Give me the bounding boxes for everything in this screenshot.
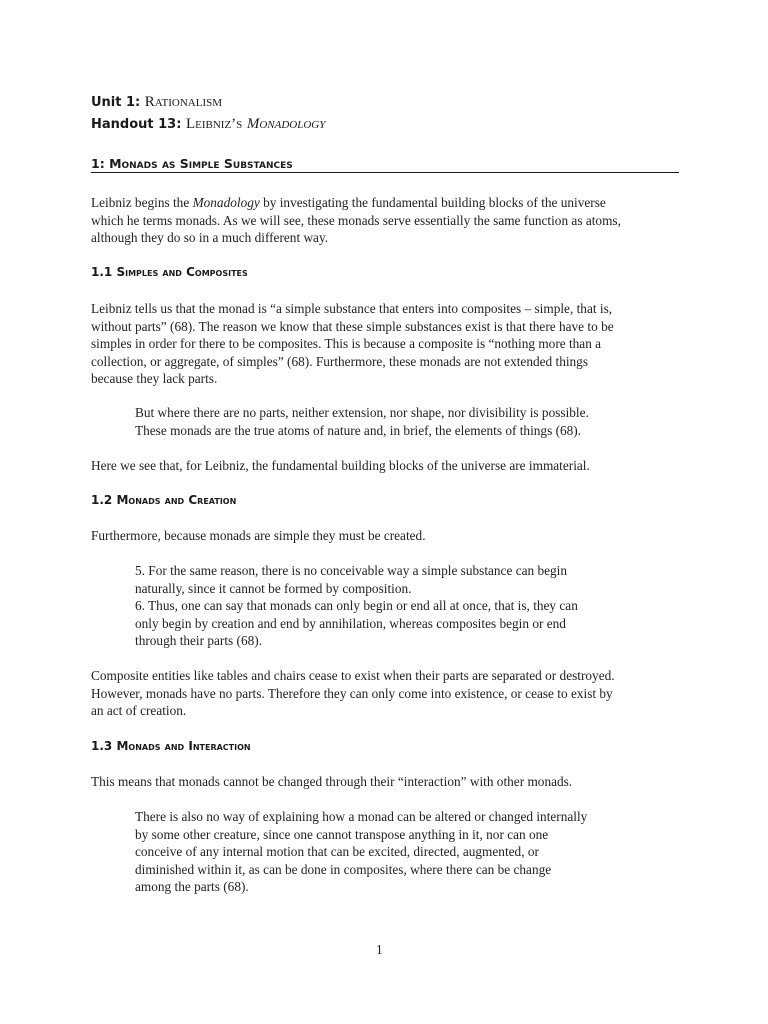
text-line: among the parts (68). [135, 879, 249, 894]
paragraph [91, 300, 691, 388]
text-line: simples in order for there to be composites. This is because a composite is “nothing more than a [91, 336, 602, 351]
section-1-number: 1: [91, 156, 105, 171]
paragraph [91, 773, 691, 791]
subsection-title: Simples and Composites [116, 265, 248, 279]
section-1-title: Monads as Simple Substances [109, 156, 293, 171]
text-line: There is also no way of explaining how a monad can be altered or changed internally [135, 809, 588, 824]
paragraph [91, 457, 691, 475]
text-line: through their parts (68). [135, 633, 263, 648]
subsection-number: 1.1 [91, 265, 113, 279]
unit-title: Rationalism [144, 94, 223, 110]
paragraph [91, 667, 691, 720]
text-line: which he terms monads. As we will see, these monads serve essentially the same function as atoms, [91, 212, 621, 228]
text-line: But where there are no parts, neither extension, nor shape, nor divisibility is possible. [135, 405, 589, 420]
text-line: by some other creature, since one cannot transpose anything in it, nor can one [135, 826, 549, 842]
text-line: Composite entities like tables and chairs cease to exist when their parts are separated or destroyed. [91, 668, 615, 683]
text-line: 5. For the same reason, there is no conceivable way a simple substance can begin [135, 563, 568, 578]
subsection-title: Monads and Interaction [116, 739, 251, 753]
text-line: diminished within it, as can be done in composites, where there can be change [135, 861, 552, 877]
text-line: Furthermore, because monads are simple they must be created. [91, 528, 426, 543]
subsection-1-1-heading [91, 265, 248, 279]
handout-title-prefix: Leibniz’s [185, 116, 243, 132]
text-line: These monads are the true atoms of nature and, in brief, the elements of things (68). [135, 422, 582, 438]
block-quote [135, 808, 695, 896]
text-line: because they lack parts. [91, 371, 218, 386]
paragraph [91, 527, 691, 545]
unit-heading [91, 94, 222, 111]
text-line: only begin by creation and end by annihilation, whereas composites begin or end [135, 615, 566, 631]
intro-paragraph [91, 194, 691, 247]
block-quote [135, 562, 695, 650]
text-line: 6. Thus, one can say that monads can only begin or end all at once, that is, they can [135, 598, 578, 613]
handout-label: Handout 13: [91, 117, 182, 132]
text-line: without parts” (68). The reason we know that these simple substances exist is that there have to be [91, 318, 614, 334]
italic-title: Monadology [192, 195, 260, 210]
handout-heading [91, 116, 325, 133]
text-line: conceive of any internal motion that can be excited, directed, augmented, or [135, 844, 539, 859]
text-run: Leibniz begins the [91, 195, 190, 210]
subsection-number: 1.3 [91, 739, 113, 753]
text-line: although they do so in a much different way. [91, 230, 329, 245]
text-line [91, 194, 691, 212]
subsection-title: Monads and Creation [116, 493, 237, 507]
text-run: by investigating the fundamental building blocks of the universe [263, 195, 606, 210]
subsection-1-3-heading [91, 739, 251, 753]
unit-label: Unit 1: [91, 95, 141, 110]
handout-title-italic: Monadology [246, 116, 326, 132]
subsection-number: 1.2 [91, 493, 113, 507]
text-line: collection, or aggregate, of simples” (68). Furthermore, these monads are not extended things [91, 353, 589, 369]
section-1-heading [91, 156, 679, 173]
page-number: 1 [376, 942, 383, 957]
text-line: an act of creation. [91, 703, 187, 718]
text-line: Leibniz tells us that the monad is “a simple substance that enters into composites – simple, that is, [91, 301, 613, 316]
text-line: Here we see that, for Leibniz, the fundamental building blocks of the universe are immaterial. [91, 458, 590, 473]
text-line: naturally, since it cannot be formed by composition. [135, 580, 412, 596]
text-line: However, monads have no parts. Therefore they can only come into existence, or cease to exist by [91, 685, 613, 701]
subsection-1-2-heading [91, 493, 236, 507]
block-quote [135, 404, 695, 439]
text-line: This means that monads cannot be changed through their “interaction” with other monads. [91, 774, 573, 789]
